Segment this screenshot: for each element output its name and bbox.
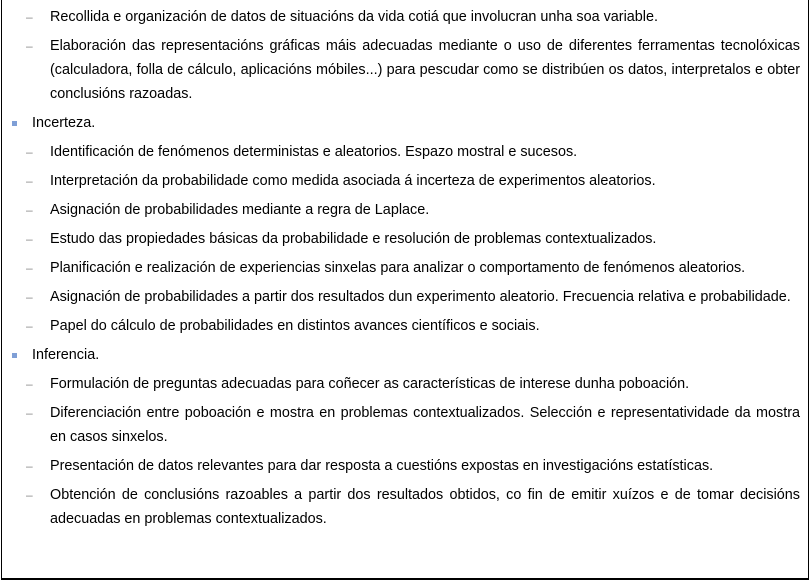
list-item-text: Diferenciación entre poboación e mostra en problemas contextualizados. Selección e representatividade da mostra en casos sinxelos.: [50, 405, 800, 445]
list-item-text: Presentación de datos relevantes para dar resposta a cuestións expostas en investigacións estatísticas.: [50, 458, 714, 474]
section-heading-item: [2, 343, 808, 367]
curriculum-list: [2, 5, 808, 536]
dash-bullet-icon: –: [26, 319, 33, 333]
dash-bullet-icon: –: [26, 232, 33, 246]
section-heading-item: [2, 111, 808, 135]
list-item-text: Estudo das propiedades básicas da probabilidade e resolución de problemas contextualizados.: [50, 231, 657, 247]
content-frame: [1, 0, 809, 580]
list-item: [2, 5, 808, 29]
list-item-text: Formulación de preguntas adecuadas para coñecer as características de interese dunha poboación.: [50, 376, 690, 392]
dash-bullet-icon: –: [26, 261, 33, 275]
list-item: [2, 285, 808, 309]
list-item: [2, 483, 808, 531]
list-item: [2, 169, 808, 193]
list-item-text: Papel do cálculo de probabilidades en distintos avances científicos e sociais.: [50, 318, 540, 334]
list-item: [2, 140, 808, 164]
dash-bullet-icon: –: [26, 145, 33, 159]
list-item-text: Obtención de conclusións razoables a partir dos resultados obtidos, co fin de emitir xuízos e de tomar decisións adecuadas en problemas contextualizados.: [50, 487, 800, 527]
square-bullet-icon: [12, 121, 17, 126]
list-item-text: Interpretación da probabilidade como medida asociada á incerteza de experimentos aleatorios.: [50, 173, 656, 189]
dash-bullet-icon: –: [26, 203, 33, 217]
list-item-text: Asignación de probabilidades mediante a regra de Laplace.: [50, 202, 430, 218]
dash-bullet-icon: –: [26, 459, 33, 473]
dash-bullet-icon: –: [26, 39, 33, 53]
square-bullet-icon: [12, 353, 17, 358]
dash-bullet-icon: –: [26, 174, 33, 188]
list-item: [2, 198, 808, 222]
section-heading-text: Incerteza.: [32, 115, 96, 131]
section-heading-text: Inferencia.: [32, 347, 100, 363]
list-item: [2, 314, 808, 338]
list-item-text: Recollida e organización de datos de situacións da vida cotiá que involucran unha soa variable.: [50, 9, 658, 25]
list-item-text: Elaboración das representacións gráficas máis adecuadas mediante o uso de diferentes ferramentas tecnolóxicas (calculadora, folla de cálculo, aplicacións móbiles...) para pescudar como se distribúen os datos, interpretalos e obter conclusións razoadas.: [50, 38, 800, 102]
list-item-text: Identificación de fenómenos deterministas e aleatorios. Espazo mostral e sucesos.: [50, 144, 578, 160]
list-item: [2, 401, 808, 449]
list-item: [2, 454, 808, 478]
dash-bullet-icon: –: [26, 10, 33, 24]
list-item: [2, 256, 808, 280]
list-item: [2, 227, 808, 251]
list-item: [2, 34, 808, 106]
list-item-text: Asignación de probabilidades a partir dos resultados dun experimento aleatorio. Frecuencia relativa e probabilidade.: [50, 289, 791, 305]
dash-bullet-icon: –: [26, 377, 33, 391]
dash-bullet-icon: –: [26, 290, 33, 304]
list-item: [2, 372, 808, 396]
dash-bullet-icon: –: [26, 488, 33, 502]
list-item-text: Planificación e realización de experiencias sinxelas para analizar o comportamento de fenómenos aleatorios.: [50, 260, 746, 276]
dash-bullet-icon: –: [26, 406, 33, 420]
